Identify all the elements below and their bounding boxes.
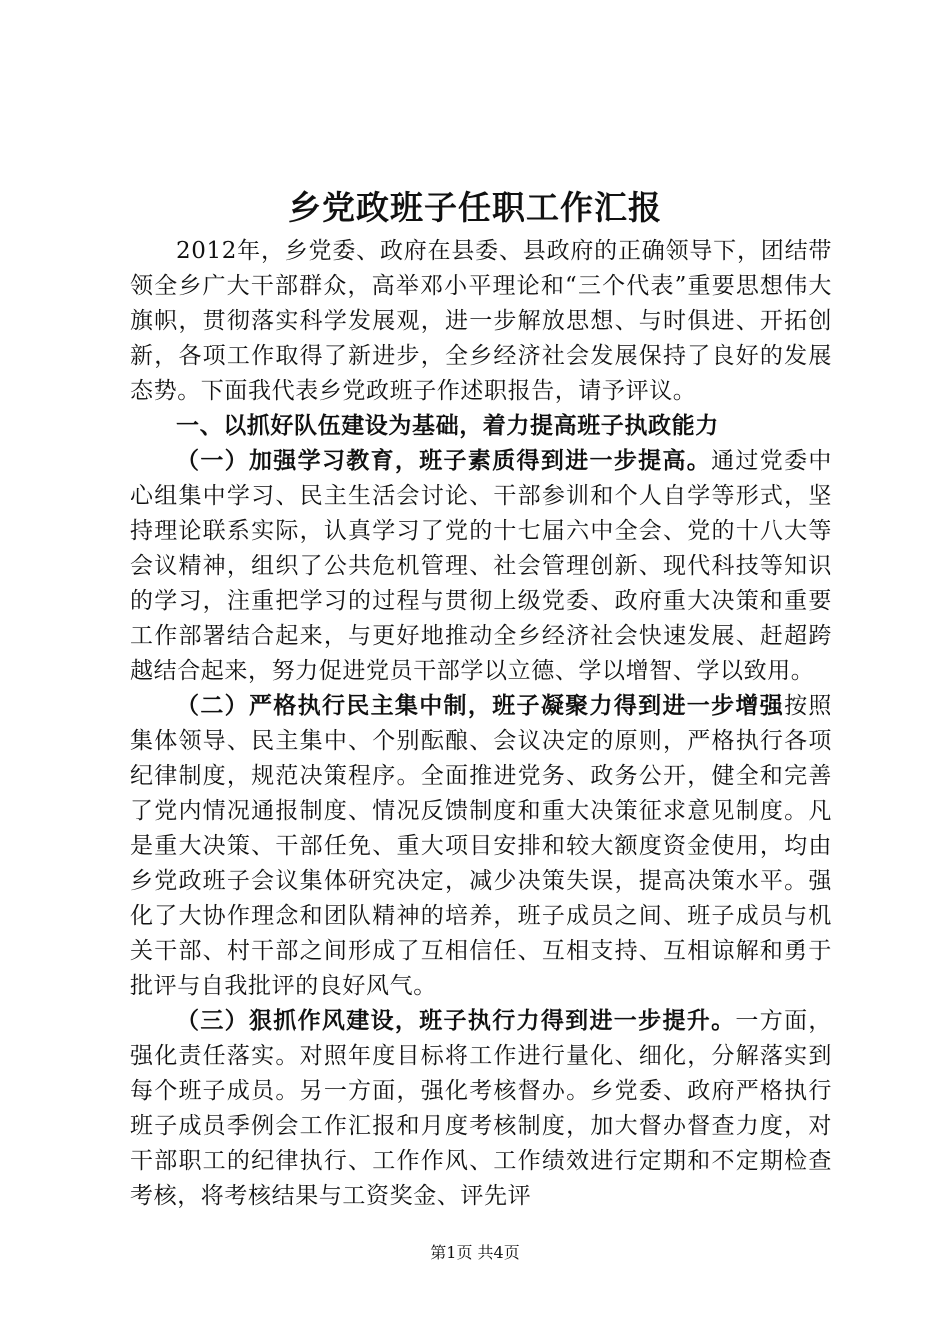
document-title: 乡党政班子任职工作汇报 (288, 188, 662, 227)
body-paragraph (130, 1004, 832, 1214)
subsection-heading: （一）加强学习教育，班子素质得到进一步提高。 (176, 448, 712, 474)
subsection-heading: （二）严格执行民主集中制，班子凝聚力得到进一步增强 (176, 693, 785, 719)
paragraph-text: 通过党委中心组集中学习、民主生活会讨论、干部参训和个人自学等形式，坚持理论联系实际，认真学习了党的十七届六中全会、党的十八大等会议精神，组织了公共危机管理、社会管理创新、现代科技等知识的学习，注重把学习的过程与贯彻上级党委、政府重大决策和重要工作部署结合起来，与更好地推动全乡经济社会快速发展、赶超跨越结合起来，努力促进党员干部学以立德、学以增智、学以致用。 (130, 448, 833, 684)
paragraph-text: 一方面，强化责任落实。对照年度目标将工作进行量化、细化，分解落实到每个班子成员。另一方面，强化考核督办。乡党委、政府严格执行班子成员季例会工作汇报和月度考核制度，加大督办督查力度，对干部职工的纪律执行、工作作风、工作绩效进行定期和不定期检查考核，将考核结果与工资奖金、评先评 (130, 1008, 832, 1209)
page-number-footer: 第1页 共4页 (430, 1243, 520, 1262)
body-paragraph (130, 444, 832, 689)
subsection-heading: （三）狠抓作风建设，班子执行力得到进一步提升。 (176, 1008, 736, 1034)
body-paragraph (130, 689, 832, 1004)
document-body (130, 234, 832, 1214)
intro-paragraph: 2012年，乡党委、政府在县委、县政府的正确领导下，团结带领全乡广大干部群众，高举邓小平理论和“三个代表”重要思想伟大旗帜，贯彻落实科学发展观，进一步解放思想、与时俱进、开拓创新，各项工作取得了新进步，全乡经济社会发展保持了良好的发展态势。下面我代表乡党政班子作述职报告，请予评议。 (130, 238, 832, 404)
paragraph-text: 按照集体领导、民主集中、个别酝酿、会议决定的原则，严格执行各项纪律制度，规范决策程序。全面推进党务、政务公开，健全和完善了党内情况通报制度、情况反馈制度和重大决策征求意见制度。凡是重大决策、干部任免、重大项目安排和较大额度资金使用，均由乡党政班子会议集体研究决定，减少决策失误，提高决策水平。强化了大协作理念和团队精神的培养，班子成员之间、班子成员与机关干部、村干部之间形成了互相信任、互相支持、互相谅解和勇于批评与自我批评的良好风气。 (130, 693, 833, 999)
section-heading: 一、以抓好队伍建设为基础，着力提高班子执政能力 (176, 413, 719, 439)
